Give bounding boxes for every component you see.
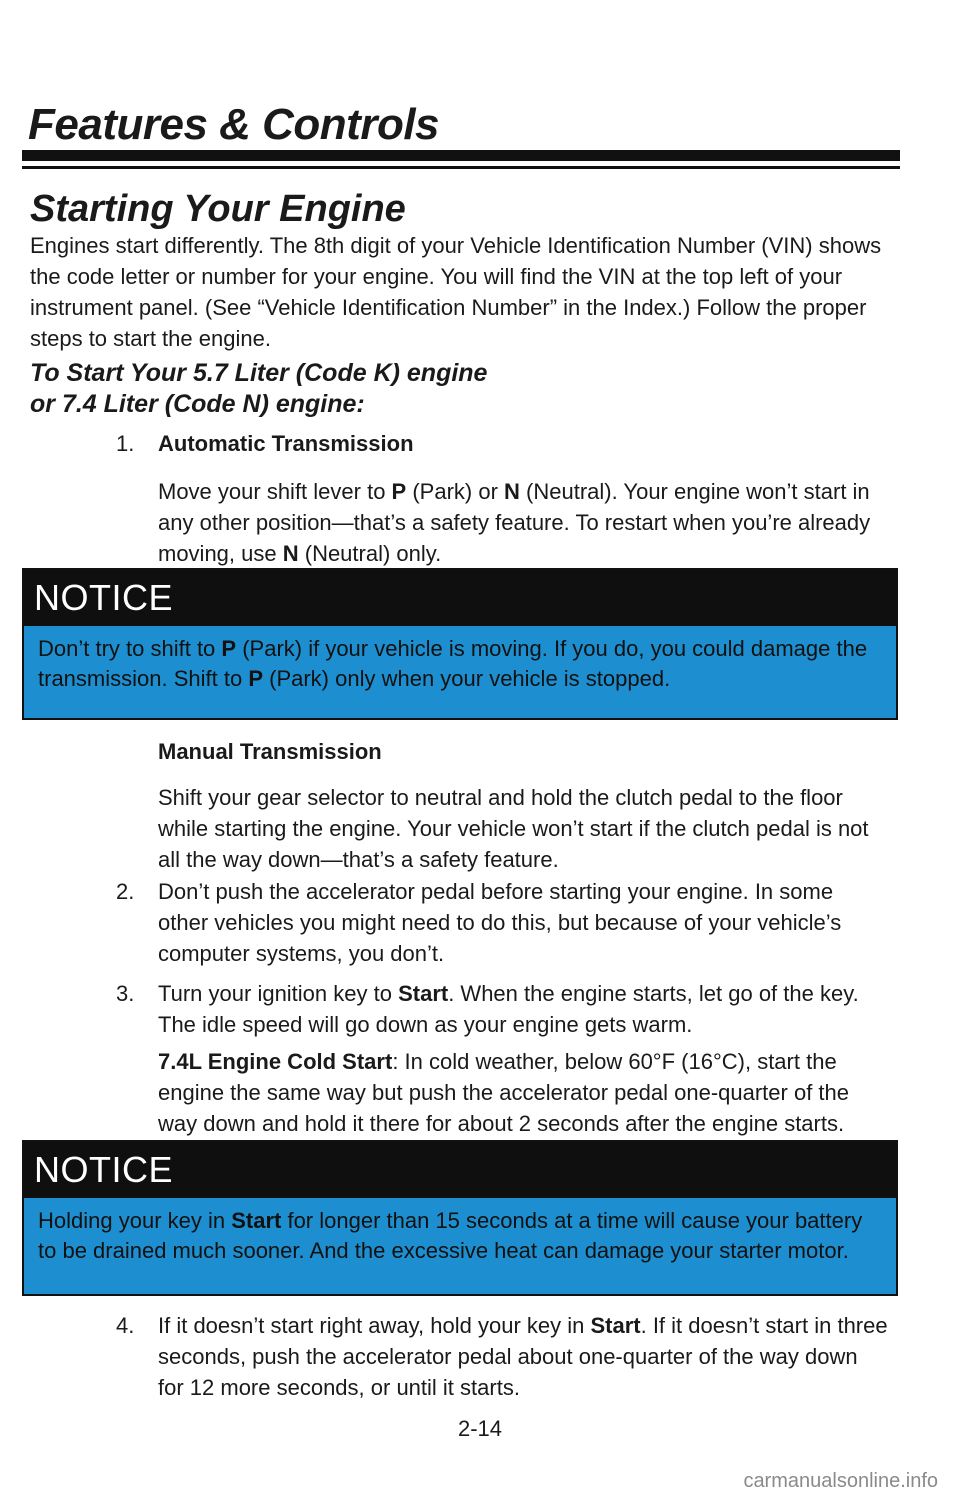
notice-box-starter <box>22 1140 898 1296</box>
step-1-text: Move your shift lever to P (Park) or N (Neutral). Your engine won’t start in any other position—that’s a safety feature. To restart when you’re already moving, use N (Neutral) only. <box>158 479 871 566</box>
step-4-text: If it doesn’t start right away, hold your key in Start. If it doesn’t start in three seconds, push the accelerator pedal about one-quarter of the way down for 12 more seconds, or until it starts. <box>158 1313 888 1400</box>
step-2-number: 2. <box>116 879 135 904</box>
step-1-number: 1. <box>116 431 135 456</box>
intro-paragraph: Engines start differently. The 8th digit of your Vehicle Identification Number (VIN) shows the code letter or number for your engine. You will find the VIN at the top left of your instrument panel. (See “Vehicle Identification Number” in the Index.) Follow the proper steps to start the engine. <box>30 233 882 351</box>
manual-transmission-label: Manual Transmission <box>158 739 382 764</box>
page-heading: Starting Your Engine <box>30 188 406 230</box>
notice-text: Holding your key in Start for longer than 15 seconds at a time will cause your battery to be drained much sooner. And the excessive heat can damage your starter motor. <box>38 1208 863 1263</box>
subheading-line-2: or 7.4 Liter (Code N) engine: <box>30 390 365 418</box>
manual-transmission-text: Shift your gear selector to neutral and hold the clutch pedal to the floor while starting the engine. Your vehicle won’t start if the clutch pedal is not all the way down—that’s a safety feature. <box>158 785 869 872</box>
step-4-number: 4. <box>116 1313 135 1338</box>
subheading-line-1: To Start Your 5.7 Liter (Code K) engine <box>30 359 488 387</box>
watermark: carmanualsonline.info <box>743 1470 938 1492</box>
notice-title: NOTICE <box>24 1142 896 1198</box>
page-number: 2-14 <box>457 1416 503 1441</box>
notice-box-transmission <box>22 568 898 720</box>
step-2-text: Don’t push the accelerator pedal before starting your engine. In some other vehicles you might need to do this, but because of your vehicle’s computer systems, you don’t. <box>158 879 842 966</box>
step-1-label: Automatic Transmission <box>158 431 414 456</box>
section-title: Features & Controls <box>28 100 440 149</box>
notice-text: Don’t try to shift to P (Park) if your vehicle is moving. If you do, you could damage the transmission. Shift to P (Park) only when your vehicle is stopped. <box>38 636 868 691</box>
step-3-text: Turn your ignition key to Start. When the engine starts, let go of the key. The idle speed will go down as your engine gets warm. <box>158 981 859 1037</box>
cold-start-text: 7.4L Engine Cold Start: In cold weather, below 60°F (16°C), start the engine the same way but push the accelerator pedal one-quarter of the way down and hold it there for about 2 seconds after the engine starts. <box>158 1049 850 1136</box>
header-rule-thin <box>22 166 900 169</box>
subheading <box>30 358 890 420</box>
notice-title: NOTICE <box>24 570 896 626</box>
header-rule-thick <box>22 150 900 161</box>
step-3-number: 3. <box>116 981 135 1006</box>
